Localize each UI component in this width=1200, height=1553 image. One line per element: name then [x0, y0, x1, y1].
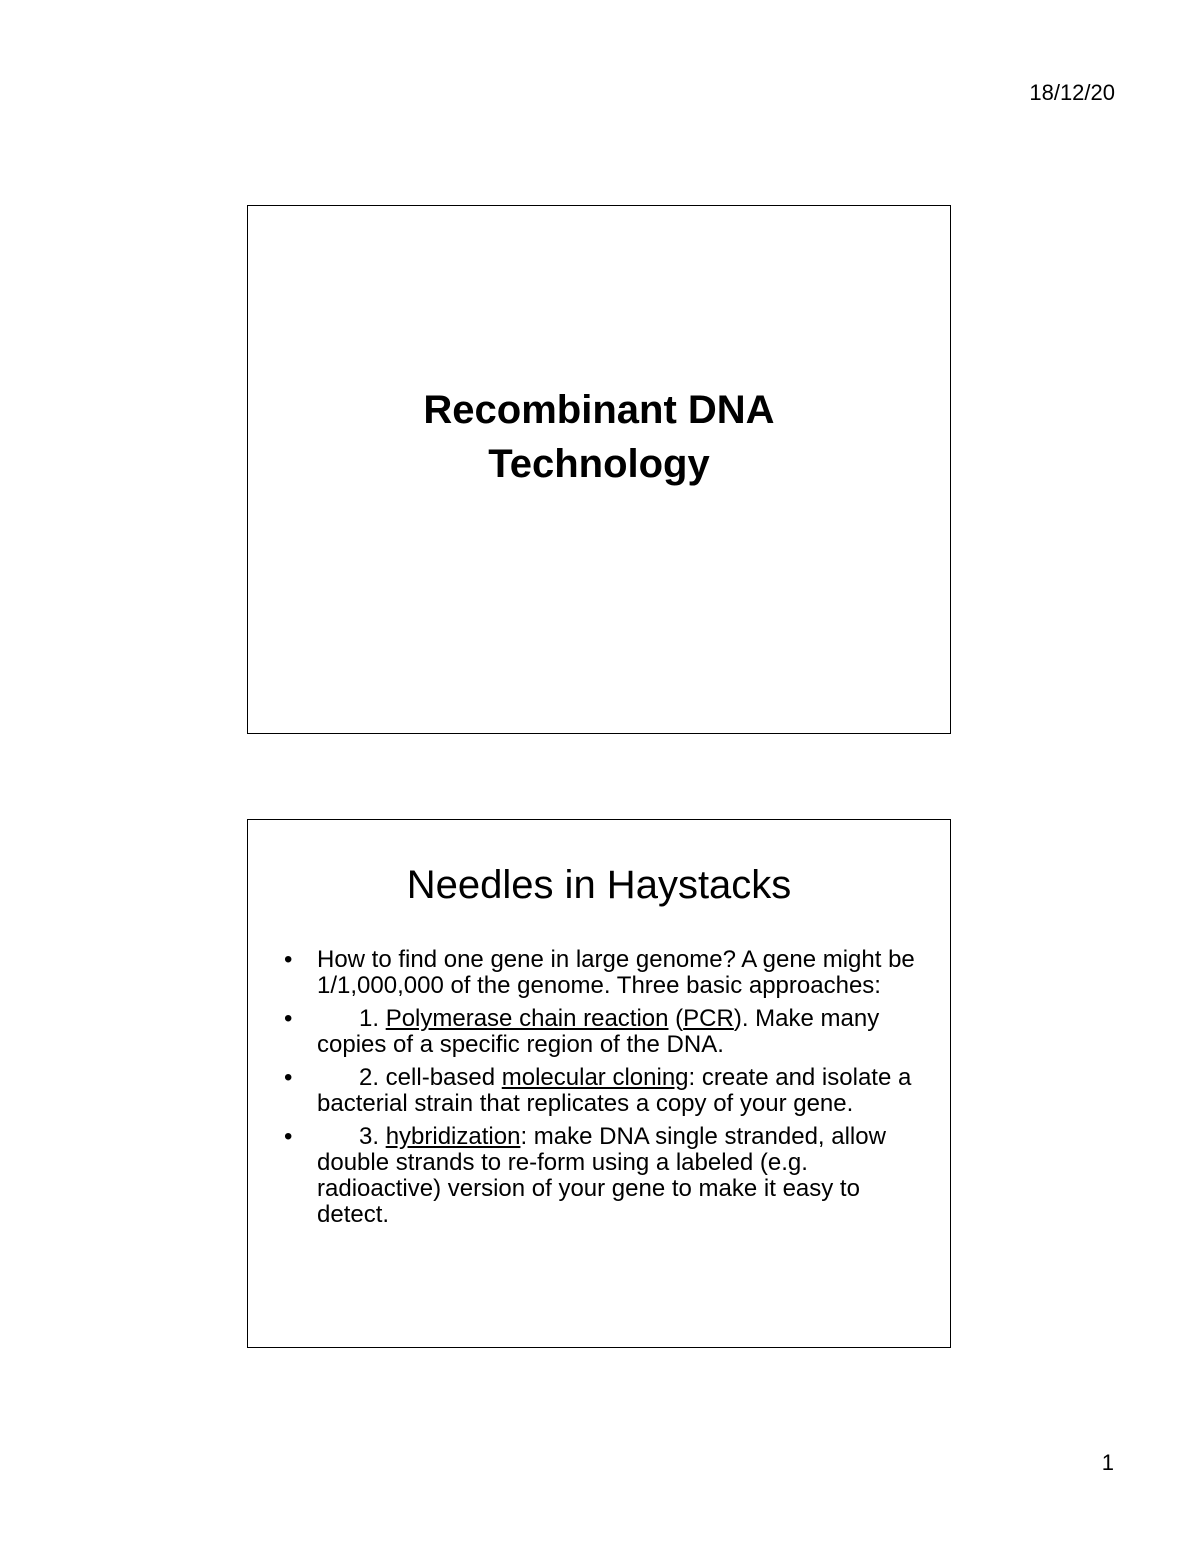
- slide-recombinant-dna: [247, 205, 951, 734]
- bullet-paren: (: [668, 1005, 684, 1032]
- bullet-text: How to find one gene in large genome? A gene might be 1/1,000,000 of the genome. Three basic approaches:: [317, 946, 915, 999]
- bullet-item-hybridization: [284, 1124, 924, 1228]
- slide-needles-in-haystacks: [247, 819, 951, 1348]
- term-hybridization: hybridization: [385, 1123, 521, 1150]
- bullet-text: : create and isolate a bacterial strain that replicates a copy of your gene.: [317, 1064, 912, 1117]
- slide-title: [248, 383, 950, 491]
- slide-title-line-1: Recombinant DNA: [423, 388, 775, 432]
- term-molecular-cloning: molecular cloning: [501, 1064, 689, 1091]
- term-pcr-full: Polymerase chain reaction: [385, 1005, 669, 1032]
- bullet-number: 3.: [359, 1123, 386, 1150]
- slide-title: Needles in Haystacks: [406, 863, 792, 907]
- bullet-dot: •: [284, 1005, 293, 1032]
- term-pcr-abbr: PCR: [683, 1005, 734, 1032]
- bullet-text: : make DNA single stranded, allow double strands to re-form using a labeled (e.g. radioactive) version of your gene to make it easy to detect.: [317, 1123, 886, 1228]
- bullet-dot: •: [284, 946, 293, 973]
- bullet-list: [284, 947, 924, 1235]
- bullet-dot: •: [284, 1064, 293, 1091]
- bullet-number: 2. cell-based: [359, 1064, 502, 1091]
- bullet-dot: •: [284, 1123, 293, 1150]
- bullet-item-intro: [284, 947, 924, 999]
- bullet-text: ). Make many copies of a specific region of the DNA.: [317, 1005, 880, 1058]
- bullet-item-pcr: [284, 1006, 924, 1058]
- page-number: 1: [1101, 1450, 1114, 1475]
- bullet-number: 1.: [359, 1005, 386, 1032]
- bullet-item-cloning: [284, 1065, 924, 1117]
- page-date: 18/12/20: [1029, 80, 1115, 105]
- slide-title-line-2: Technology: [488, 442, 710, 486]
